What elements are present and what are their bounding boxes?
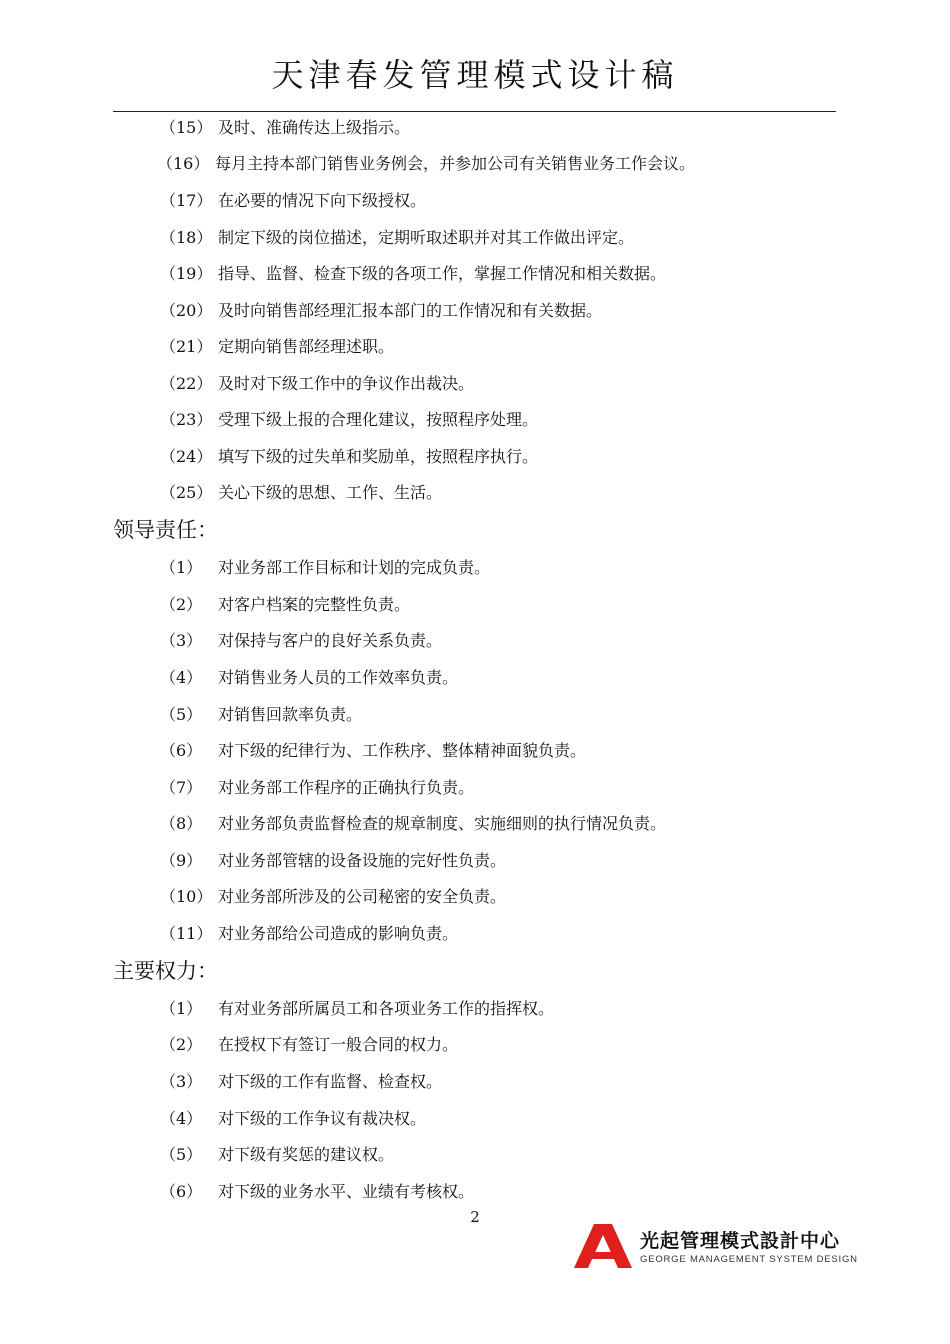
- authority-item: [160, 1070, 442, 1094]
- item-text: 制定下级的岗位描述，定期听取述职并对其工作做出评定。: [218, 228, 635, 247]
- item-text: 对业务部管辖的设备设施的完好性负责。: [218, 851, 507, 870]
- item-number: （1）: [160, 558, 203, 577]
- leadership-item: [160, 885, 506, 909]
- item-number: （6）: [160, 1182, 203, 1201]
- duty-item: [160, 481, 442, 505]
- item-number: （2）: [160, 1035, 203, 1054]
- item-number: （24）: [160, 447, 213, 466]
- item-number: （20）: [160, 301, 213, 320]
- item-number: （21）: [160, 337, 213, 356]
- item-text: 对业务部工作程序的正确执行负责。: [218, 778, 475, 797]
- authority-item: [160, 1107, 426, 1131]
- authority-item: [160, 1143, 394, 1167]
- item-number: （7）: [160, 778, 203, 797]
- item-number: （11）: [160, 924, 213, 943]
- item-text: 对客户档案的完整性负责。: [218, 595, 411, 614]
- item-number: （19）: [160, 264, 213, 283]
- item-number: （1）: [160, 999, 203, 1018]
- header-divider: [113, 111, 836, 112]
- duty-item: [160, 299, 602, 323]
- item-text: 对业务部工作目标和计划的完成负责。: [218, 558, 491, 577]
- item-text: 定期向销售部经理述职。: [218, 337, 395, 356]
- page-number: 2: [470, 1208, 480, 1226]
- item-text: 对业务部负责监督检查的规章制度、实施细则的执行情况负责。: [218, 814, 667, 833]
- duty-item: [160, 408, 538, 432]
- section-heading-authority: 主要权力：: [113, 959, 218, 983]
- leadership-item: [160, 849, 506, 873]
- authority-item: [160, 997, 554, 1021]
- company-logo: [574, 1222, 858, 1272]
- item-text: 对下级有奖惩的建议权。: [218, 1145, 395, 1164]
- authority-item: [160, 1033, 458, 1057]
- item-text: 及时对下级工作中的争议作出裁决。: [218, 374, 475, 393]
- item-text: 受理下级上报的合理化建议，按照程序处理。: [218, 410, 539, 429]
- item-text: 对保持与客户的良好关系负责。: [218, 631, 443, 650]
- leadership-item: [160, 593, 410, 617]
- item-text: 对销售业务人员的工作效率负责。: [218, 668, 459, 687]
- item-text: 对业务部所涉及的公司秘密的安全负责。: [218, 887, 507, 906]
- item-number: （5）: [160, 1145, 203, 1164]
- logo-a-mark-icon: [574, 1222, 636, 1270]
- leadership-item: [160, 629, 442, 653]
- item-text: 对下级的纪律行为、工作秩序、整体精神面貌负责。: [218, 741, 587, 760]
- item-text: 对下级的工作有监督、检查权。: [218, 1072, 443, 1091]
- duty-item: [160, 372, 474, 396]
- duty-item: [160, 189, 426, 213]
- logo-chinese-name: 光起管理模式設計中心: [640, 1230, 841, 1252]
- item-number: （6）: [160, 741, 203, 760]
- item-number: （23）: [160, 410, 213, 429]
- item-text: 及时向销售部经理汇报本部门的工作情况和有关数据。: [218, 301, 603, 320]
- item-text: 指导、监督、检查下级的各项工作，掌握工作情况和相关数据。: [218, 264, 667, 283]
- item-number: （3）: [160, 631, 203, 650]
- section-heading-leadership: 领导责任：: [113, 518, 218, 542]
- item-number: （3）: [160, 1072, 203, 1091]
- item-text: 在授权下有签订一般合同的权力。: [218, 1035, 459, 1054]
- duty-item: [160, 335, 394, 359]
- item-number: （18）: [160, 228, 213, 247]
- leadership-item: [160, 739, 586, 763]
- item-text: 对下级的工作争议有裁决权。: [218, 1109, 427, 1128]
- leadership-item: [160, 556, 490, 580]
- duty-item: [160, 226, 634, 250]
- leadership-item: [160, 776, 474, 800]
- item-number: （10）: [160, 887, 213, 906]
- item-text: 对下级的业务水平、业绩有考核权。: [218, 1182, 475, 1201]
- item-text: 在必要的情况下向下级授权。: [218, 191, 427, 210]
- item-text: 有对业务部所属员工和各项业务工作的指挥权。: [218, 999, 555, 1018]
- duty-item: [160, 262, 666, 286]
- item-text: 关心下级的思想、工作、生活。: [218, 483, 443, 502]
- item-text: 及时、准确传达上级指示。: [218, 118, 411, 137]
- leadership-item: [160, 703, 362, 727]
- item-number: （16）: [157, 154, 210, 173]
- item-text: 填写下级的过失单和奖励单，按照程序执行。: [218, 447, 539, 466]
- duty-item: [157, 152, 695, 176]
- item-text: 对销售回款率负责。: [218, 705, 363, 724]
- authority-item: [160, 1180, 474, 1204]
- document-title: 天津春发管理模式设计稿: [271, 56, 679, 94]
- logo-english-name: GEORGE MANAGEMENT SYSTEM DESIGN: [640, 1254, 858, 1265]
- item-number: （2）: [160, 595, 203, 614]
- leadership-item: [160, 812, 666, 836]
- item-number: （4）: [160, 668, 203, 687]
- item-number: （5）: [160, 705, 203, 724]
- item-number: （8）: [160, 814, 203, 833]
- leadership-item: [160, 666, 458, 690]
- item-number: （9）: [160, 851, 203, 870]
- item-text: 每月主持本部门销售业务例会，并参加公司有关销售业务工作会议。: [215, 154, 696, 173]
- duty-item: [160, 445, 538, 469]
- leadership-item: [160, 922, 458, 946]
- duty-item: [160, 116, 410, 140]
- item-number: （22）: [160, 374, 213, 393]
- item-number: （4）: [160, 1109, 203, 1128]
- item-number: （17）: [160, 191, 213, 210]
- item-number: （25）: [160, 483, 213, 502]
- item-text: 对业务部给公司造成的影响负责。: [218, 924, 459, 943]
- item-number: （15）: [160, 118, 213, 137]
